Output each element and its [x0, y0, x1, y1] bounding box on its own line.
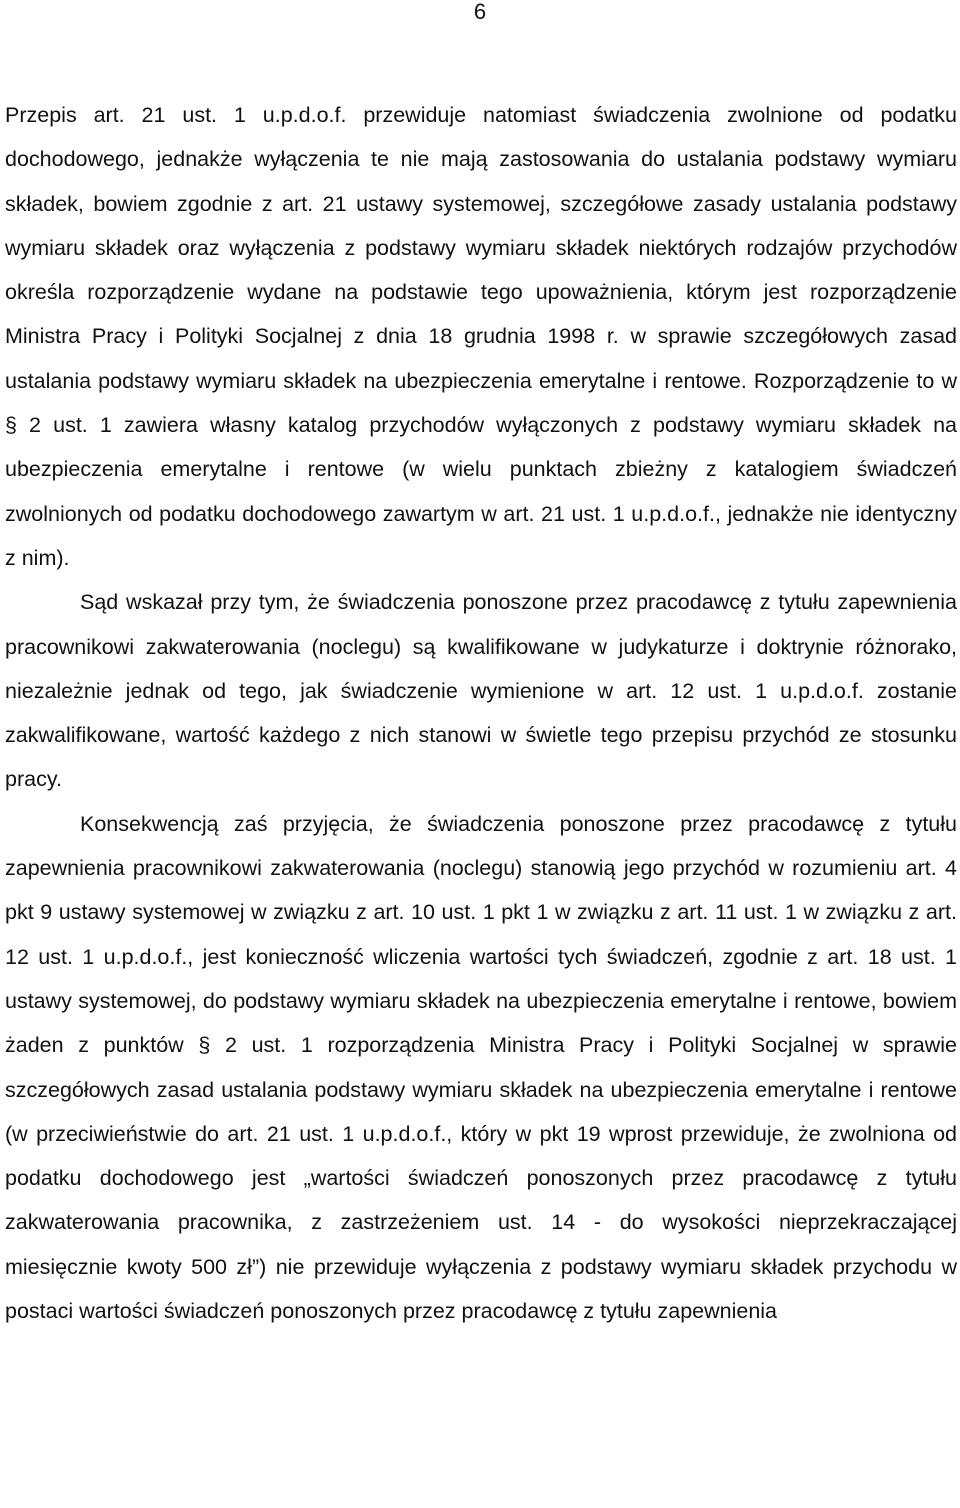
paragraph-3: Konsekwencją zaś przyjęcia, że świadczenia ponoszone przez pracodawcę z tytułu zapewnienia pracownikowi zakwaterowania (noclegu) stanowią jego przychód w rozumieniu art. 4 pkt 9 ustawy systemowej w związku z art. 10 ust. 1 pkt 1 w związku z art. 11 ust. 1 w związku z art. 12 ust. 1 u.p.d.o.f., jest konieczność wliczenia wartości tych świadczeń, zgodnie z art. 18 ust. 1 ustawy systemowej, do podstawy wymiaru składek na ubezpieczenia emerytalne i rentowe, bowiem żaden z punktów § 2 ust. 1 rozporządzenia Ministra Pracy i Polityki Socjalnej w sprawie szczegółowych zasad ustalania podstawy wymiaru składek na ubezpieczenia emerytalne i rentowe (w przeciwieństwie do art. 21 ust. 1 u.p.d.o.f., który w pkt 19 wprost przewiduje, że zwolniona od podatku dochodowego jest „wartości świadczeń ponoszonych przez pracodawcę z tytułu zakwaterowania pracownika, z zastrzeżeniem ust. 14 - do wysokości nieprzekraczającej miesięcznie kwoty 500 zł”) nie przewiduje wyłączenia z podstawy wymiaru składek przychodu w postaci wartości świadczeń ponoszonych przez pracodawcę z tytułu zapewnienia — [5, 811, 957, 1324]
paragraph-2: Sąd wskazał przy tym, że świadczenia ponoszone przez pracodawcę z tytułu zapewnienia pracownikowi zakwaterowania (noclegu) są kwalifikowane w judykaturze i doktrynie różnorako, niezależnie jednak od tego, jak świadczenie wymienione w art. 12 ust. 1 u.p.d.o.f. zostanie zakwalifikowane, wartość każdego z nich stanowi w świetle tego przepisu przychód ze stosunku pracy. — [5, 590, 957, 792]
paragraph-1: Przepis art. 21 ust. 1 u.p.d.o.f. przewiduje natomiast świadczenia zwolnione od podatku dochodowego, jednakże wyłączenia te nie mają zastosowania do ustalania podstawy wymiaru składek, bowiem zgodnie z art. 21 ustawy systemowej, szczegółowe zasady ustalania podstawy wymiaru składek oraz wyłączenia z podstawy wymiaru składek niektórych rodzajów przychodów określa rozporządzenie wydane na podstawie tego upoważnienia, którym jest rozporządzenie Ministra Pracy i Polityki Socjalnej z dnia 18 grudnia 1998 r. w sprawie szczegółowych zasad ustalania podstawy wymiaru składek na ubezpieczenia emerytalne i rentowe. Rozporządzenie to w § 2 ust. 1 zawiera własny katalog przychodów wyłączonych z podstawy wymiaru składek na ubezpieczenia emerytalne i rentowe (w wielu punktach zbieżny z katalogiem świadczeń zwolnionych od podatku dochodowego zawartym w art. 21 ust. 1 u.p.d.o.f., jednakże nie identyczny z nim). — [5, 103, 957, 570]
page-number: 6 — [473, 0, 487, 24]
document-body — [5, 93, 957, 1333]
